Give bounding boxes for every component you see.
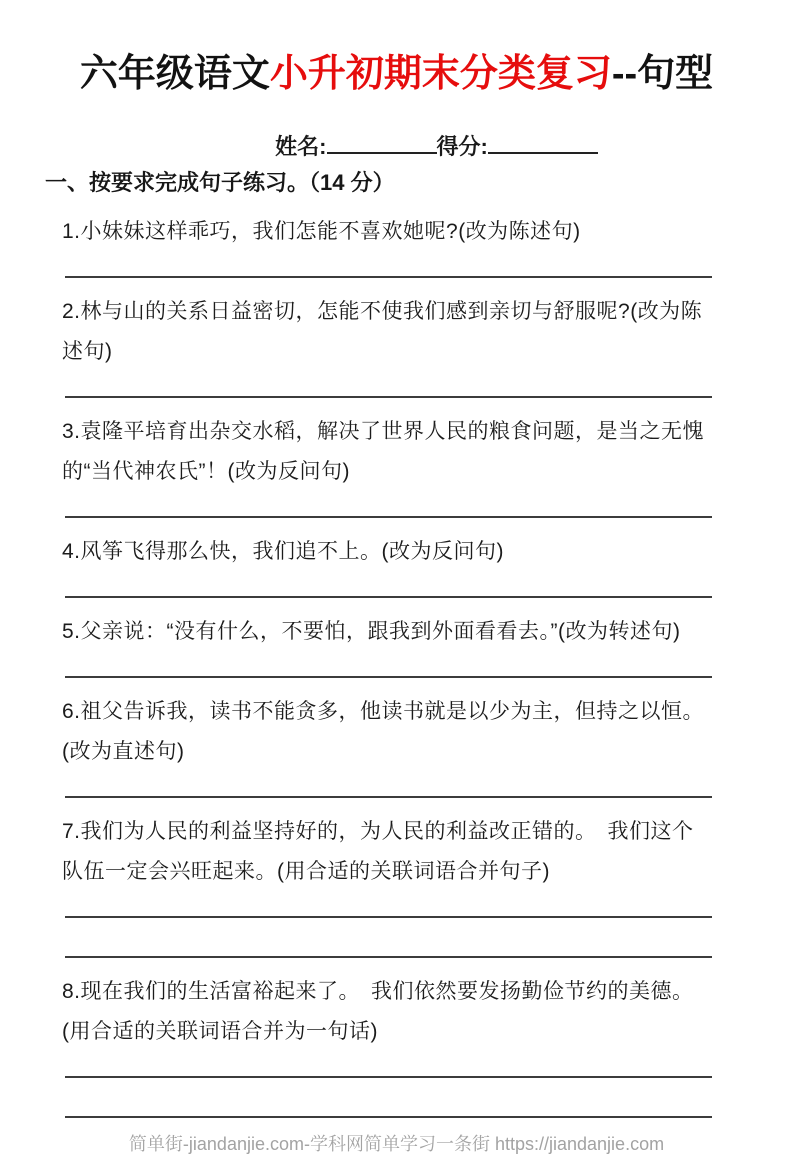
- question-blanks: [62, 372, 712, 398]
- question-item: [62, 412, 712, 518]
- question-blanks: [62, 892, 712, 958]
- title-part-review: 小升初期末分类复习: [269, 53, 612, 95]
- answer-blank-line: [65, 492, 712, 518]
- question-blanks: [62, 252, 712, 278]
- answer-blank-line: [65, 918, 712, 958]
- answer-blank-line: [65, 652, 712, 678]
- page-title: [0, 0, 793, 98]
- title-part-grade: 六年级语文: [79, 53, 270, 95]
- question-blanks: [62, 652, 712, 678]
- question-blanks: [62, 1052, 712, 1118]
- score-label: 得分:: [436, 134, 488, 159]
- questions-list: [0, 212, 793, 1118]
- question-item: [62, 612, 712, 678]
- score-blank-line: [488, 130, 598, 154]
- title-part-topic: --句型: [611, 53, 714, 95]
- question-text: 3.袁隆平培育出杂交水稻，解决了世界人民的粮食问题，是当之无愧的“当代神农氏”！(改为反问句): [62, 420, 705, 483]
- question-text: 4.风筝飞得那么快，我们追不上。(改为反问句): [62, 540, 504, 563]
- question-item: [62, 972, 712, 1118]
- watermark-footer: 简单街-jiandanjie.com-学科网简单学习一条街 https://jiandanjie.com: [128, 1134, 665, 1154]
- question-text: 1.小妹妹这样乖巧，我们怎能不喜欢她呢?(改为陈述句): [62, 220, 581, 243]
- answer-blank-line: [65, 892, 712, 918]
- question-text: 2.林与山的关系日益密切，怎能不使我们感到亲切与舒服呢?(改为陈述句): [62, 300, 703, 363]
- name-score-row: [0, 130, 793, 159]
- question-text: 6.祖父告诉我，读书不能贪多，他读书就是以少为主，但持之以恒。(改为直述句): [62, 700, 705, 763]
- section-heading-text: 一、按要求完成句子练习。: [45, 170, 310, 195]
- answer-blank-line: [65, 772, 712, 798]
- question-text: 5.父亲说：“没有什么，不要怕，跟我到外面看看去。”(改为转述句): [62, 620, 681, 643]
- answer-blank-line: [65, 1052, 712, 1078]
- question-item: [62, 532, 712, 598]
- question-blanks: [62, 492, 712, 518]
- section-heading: [45, 168, 733, 198]
- name-blank-line: [327, 130, 437, 154]
- answer-blank-line: [65, 1078, 712, 1118]
- question-blanks: [62, 572, 712, 598]
- question-item: [62, 292, 712, 398]
- question-blanks: [62, 772, 712, 798]
- answer-blank-line: [65, 572, 712, 598]
- question-item: [62, 212, 712, 278]
- question-text: 7.我们为人民的利益坚持好的，为人民的利益改正错的。 我们这个队伍一定会兴旺起来。(用合适的关联词语合并句子): [62, 820, 694, 883]
- question-text: 8.现在我们的生活富裕起来了。 我们依然要发扬勤俭节约的美德。(用合适的关联词语合并为一句话): [62, 980, 694, 1043]
- answer-blank-line: [65, 372, 712, 398]
- answer-blank-line: [65, 252, 712, 278]
- question-item: [62, 692, 712, 798]
- question-item: [62, 812, 712, 958]
- name-label: 姓名:: [275, 134, 327, 159]
- section-points: （14 分）: [309, 170, 395, 195]
